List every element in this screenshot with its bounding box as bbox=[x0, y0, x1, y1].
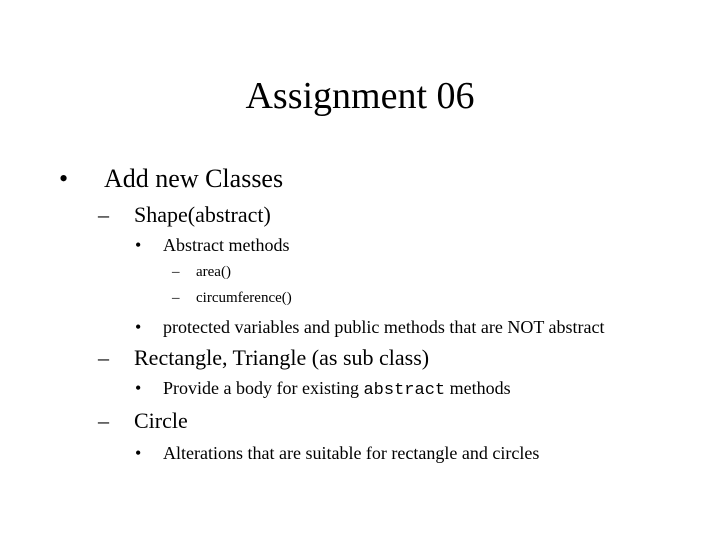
provide-text-after: methods bbox=[449, 378, 511, 398]
bullet-marker: • bbox=[135, 317, 142, 337]
item-add-classes: Add new Classes bbox=[104, 164, 284, 193]
dash-marker: – bbox=[98, 202, 109, 227]
bullet-marker: • bbox=[135, 235, 142, 255]
item-circle: Circle bbox=[134, 408, 188, 433]
bullet-marker: • bbox=[135, 443, 142, 463]
item-shape: Shape(abstract) bbox=[134, 202, 271, 227]
item-area: area() bbox=[196, 264, 231, 280]
item-protected-vars: protected variables and public methods that are NOT abstract bbox=[163, 317, 605, 337]
provide-code-keyword: abstract bbox=[363, 381, 446, 400]
dash-marker: – bbox=[172, 264, 180, 280]
item-rect-tri: Rectangle, Triangle (as sub class) bbox=[134, 345, 430, 370]
item-provide-body bbox=[163, 377, 511, 402]
item-circumference: circumference() bbox=[196, 290, 292, 306]
provide-text-before: Provide a body for existing bbox=[163, 378, 359, 398]
bullet-marker: • bbox=[59, 164, 69, 193]
bullet-marker: • bbox=[135, 378, 142, 398]
dash-marker: – bbox=[98, 345, 109, 370]
dash-marker: – bbox=[98, 408, 109, 433]
dash-marker: – bbox=[172, 290, 180, 306]
slide-title: Assignment 06 bbox=[245, 75, 475, 117]
item-abstract-methods: Abstract methods bbox=[163, 235, 290, 255]
item-alterations: Alterations that are suitable for rectangle and circles bbox=[163, 443, 540, 463]
